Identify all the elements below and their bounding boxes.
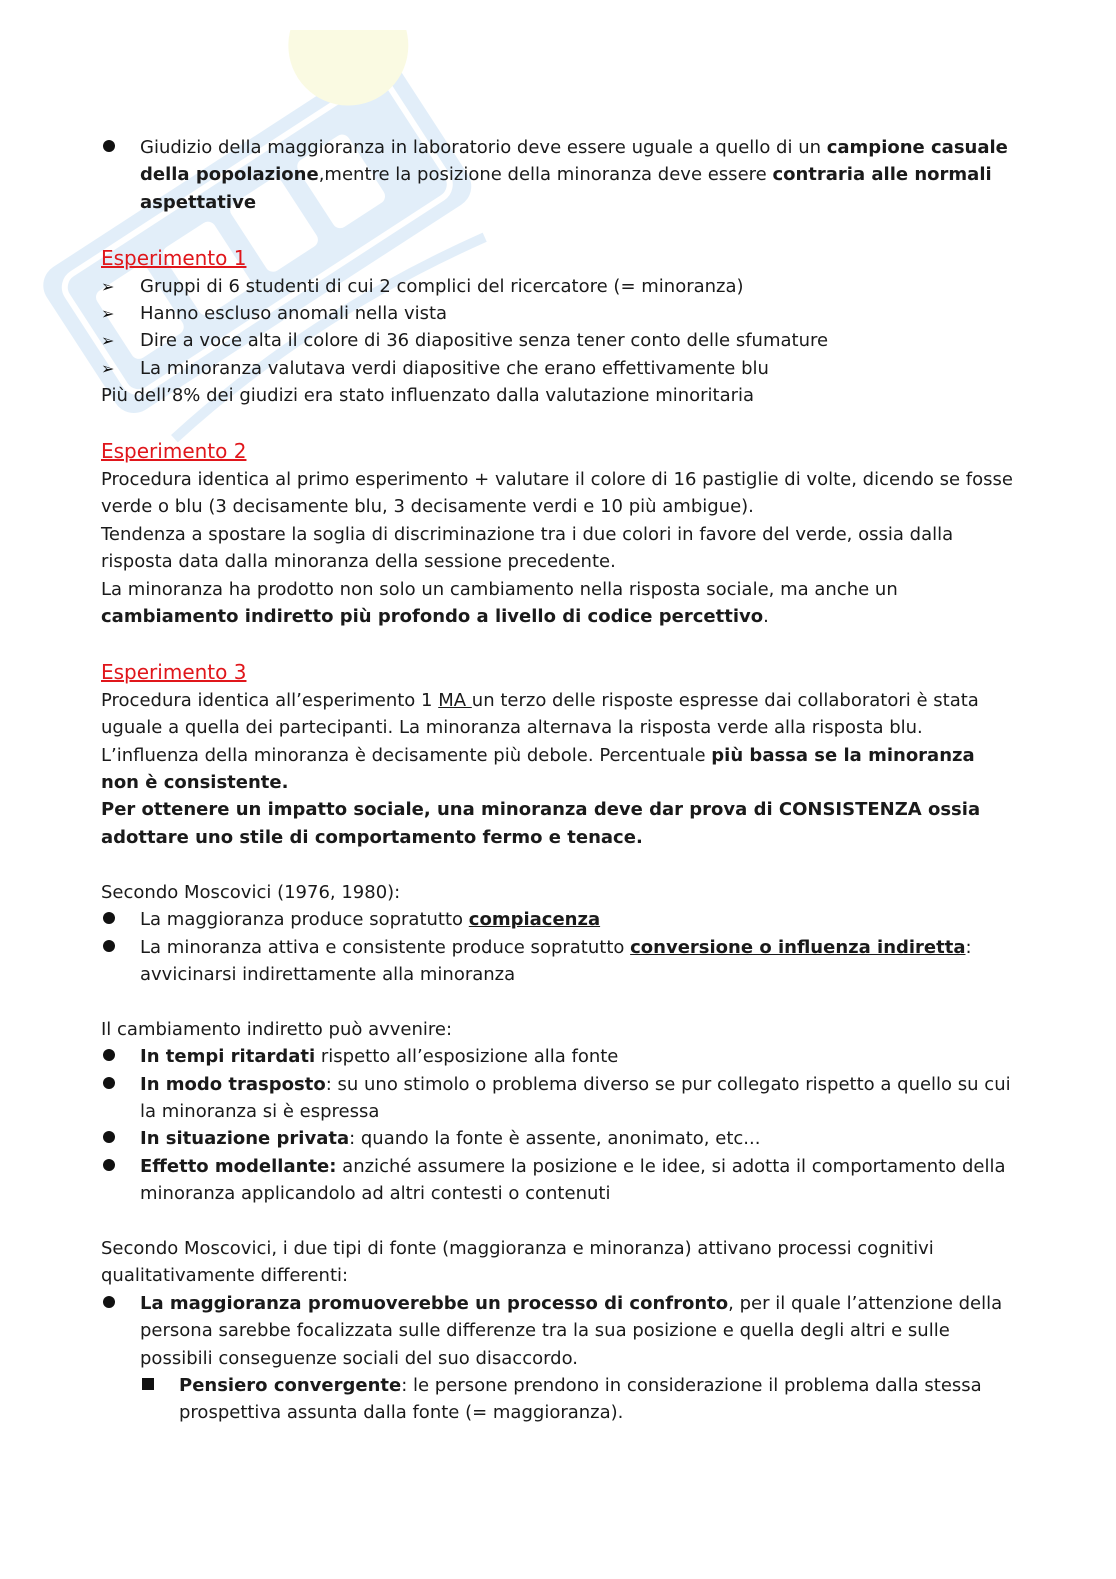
list-item: ➢ Hanno escluso anomali nella vista <box>101 300 1016 327</box>
arrow-bullet-icon: ➢ <box>101 304 115 324</box>
paragraph: Secondo Moscovici, i due tipi di fonte (maggioranza e minoranza) attivano processi cognitivi qualitativamente differenti: <box>101 1237 934 1287</box>
paragraph: Il cambiamento indiretto può avvenire: <box>101 1018 453 1040</box>
bullet-dot-icon <box>103 140 115 152</box>
list-item: Giudizio della maggioranza in laboratorio deve essere uguale a quello di un campione casuale della popolazione,mentre la posizione della minoranza deve essere contraria alle normali aspettative <box>101 134 1016 216</box>
experiment-2-heading: Esperimento 2 <box>101 439 247 464</box>
sub-list-item: Pensiero convergente: le persone prendono in considerazione il problema dalla stessa prospettiva assunta dalla fonte (= maggioranza). <box>101 1372 1016 1427</box>
list-item: In tempi ritardati rispetto all’esposizione alla fonte <box>101 1043 1016 1070</box>
experiment-1-heading: Esperimento 1 <box>101 245 247 270</box>
list-item: In situazione privata: quando la fonte è assente, anonimato, etc... <box>101 1125 1016 1152</box>
paragraph: L’influenza della minoranza è decisamente più debole. Percentuale più bassa se la minoranza non è consistente. <box>101 744 975 794</box>
list-item: Effetto modellante: anziché assumere la posizione e le idee, si adotta il comportamento della minoranza applicandolo ad altri contesti o contenuti <box>101 1153 1016 1208</box>
experiment-3-heading: Esperimento 3 <box>101 659 247 684</box>
list-item: La minoranza attiva e consistente produce sopratutto conversione o influenza indiretta: avvicinarsi indirettamente alla minoranza <box>101 934 1016 989</box>
bullet-dot-icon <box>103 912 115 924</box>
paragraph: Per ottenere un impatto sociale, una minoranza deve dar prova di CONSISTENZA ossia adottare uno stile di comportamento fermo e tenace. <box>101 799 981 848</box>
paragraph: Procedura identica all’esperimento 1 MA un terzo delle risposte espresse dai collaboratori è stata uguale a quella dei partecipanti. La minoranza alternava la risposta verde alla risposta blu. <box>101 689 979 739</box>
paragraph: Tendenza a spostare la soglia di discriminazione tra i due colori in favore del verde, ossia dalla risposta data dalla minoranza della sessione precedente. <box>101 523 954 573</box>
bullet-dot-icon <box>103 1131 115 1143</box>
bullet-dot-icon <box>103 1296 115 1308</box>
list-item: ➢ La minoranza valutava verdi diapositive che erano effettivamente blu <box>101 355 1016 382</box>
list-item: La maggioranza produce sopratutto compiacenza <box>101 906 1016 933</box>
bullet-dot-icon <box>103 1077 115 1089</box>
bullet-dot-icon <box>103 940 115 952</box>
paragraph: Procedura identica al primo esperimento + valutare il colore di 16 pastiglie di volte, dicendo se fosse verde o blu (3 decisamente blu, 3 decisamente verdi e 10 più ambigue). <box>101 469 1013 518</box>
arrow-bullet-icon: ➢ <box>101 276 115 296</box>
experiment-1-result: Più dell’8% dei giudizi era stato influenzato dalla valutazione minoritaria <box>101 385 755 407</box>
paragraph: Secondo Moscovici (1976, 1980): <box>101 881 401 903</box>
paragraph: La minoranza ha prodotto non solo un cambiamento nella risposta sociale, ma anche un cambiamento indiretto più profondo a livello di codice percettivo. <box>101 578 898 628</box>
square-bullet-icon <box>142 1378 154 1390</box>
arrow-bullet-icon: ➢ <box>101 358 115 378</box>
document-body <box>101 134 1016 1427</box>
bullet-dot-icon <box>103 1159 115 1171</box>
list-item: In modo trasposto: su uno stimolo o problema diverso se pur collegato rispetto a quello su cui la minoranza si è espressa <box>101 1071 1016 1126</box>
bullet-dot-icon <box>103 1049 115 1061</box>
list-item: ➢ Dire a voce alta il colore di 36 diapositive senza tener conto delle sfumature <box>101 327 1016 354</box>
list-item: ➢ Gruppi di 6 studenti di cui 2 complici del ricercatore (= minoranza) <box>101 273 1016 300</box>
list-item: La maggioranza promuoverebbe un processo di confronto, per il quale l’attenzione della persona sarebbe focalizzata sulle differenze tra la sua posizione e quella degli altri e sulle possibili conseguenze sociali del suo disaccordo. <box>101 1290 1016 1372</box>
arrow-bullet-icon: ➢ <box>101 331 115 351</box>
